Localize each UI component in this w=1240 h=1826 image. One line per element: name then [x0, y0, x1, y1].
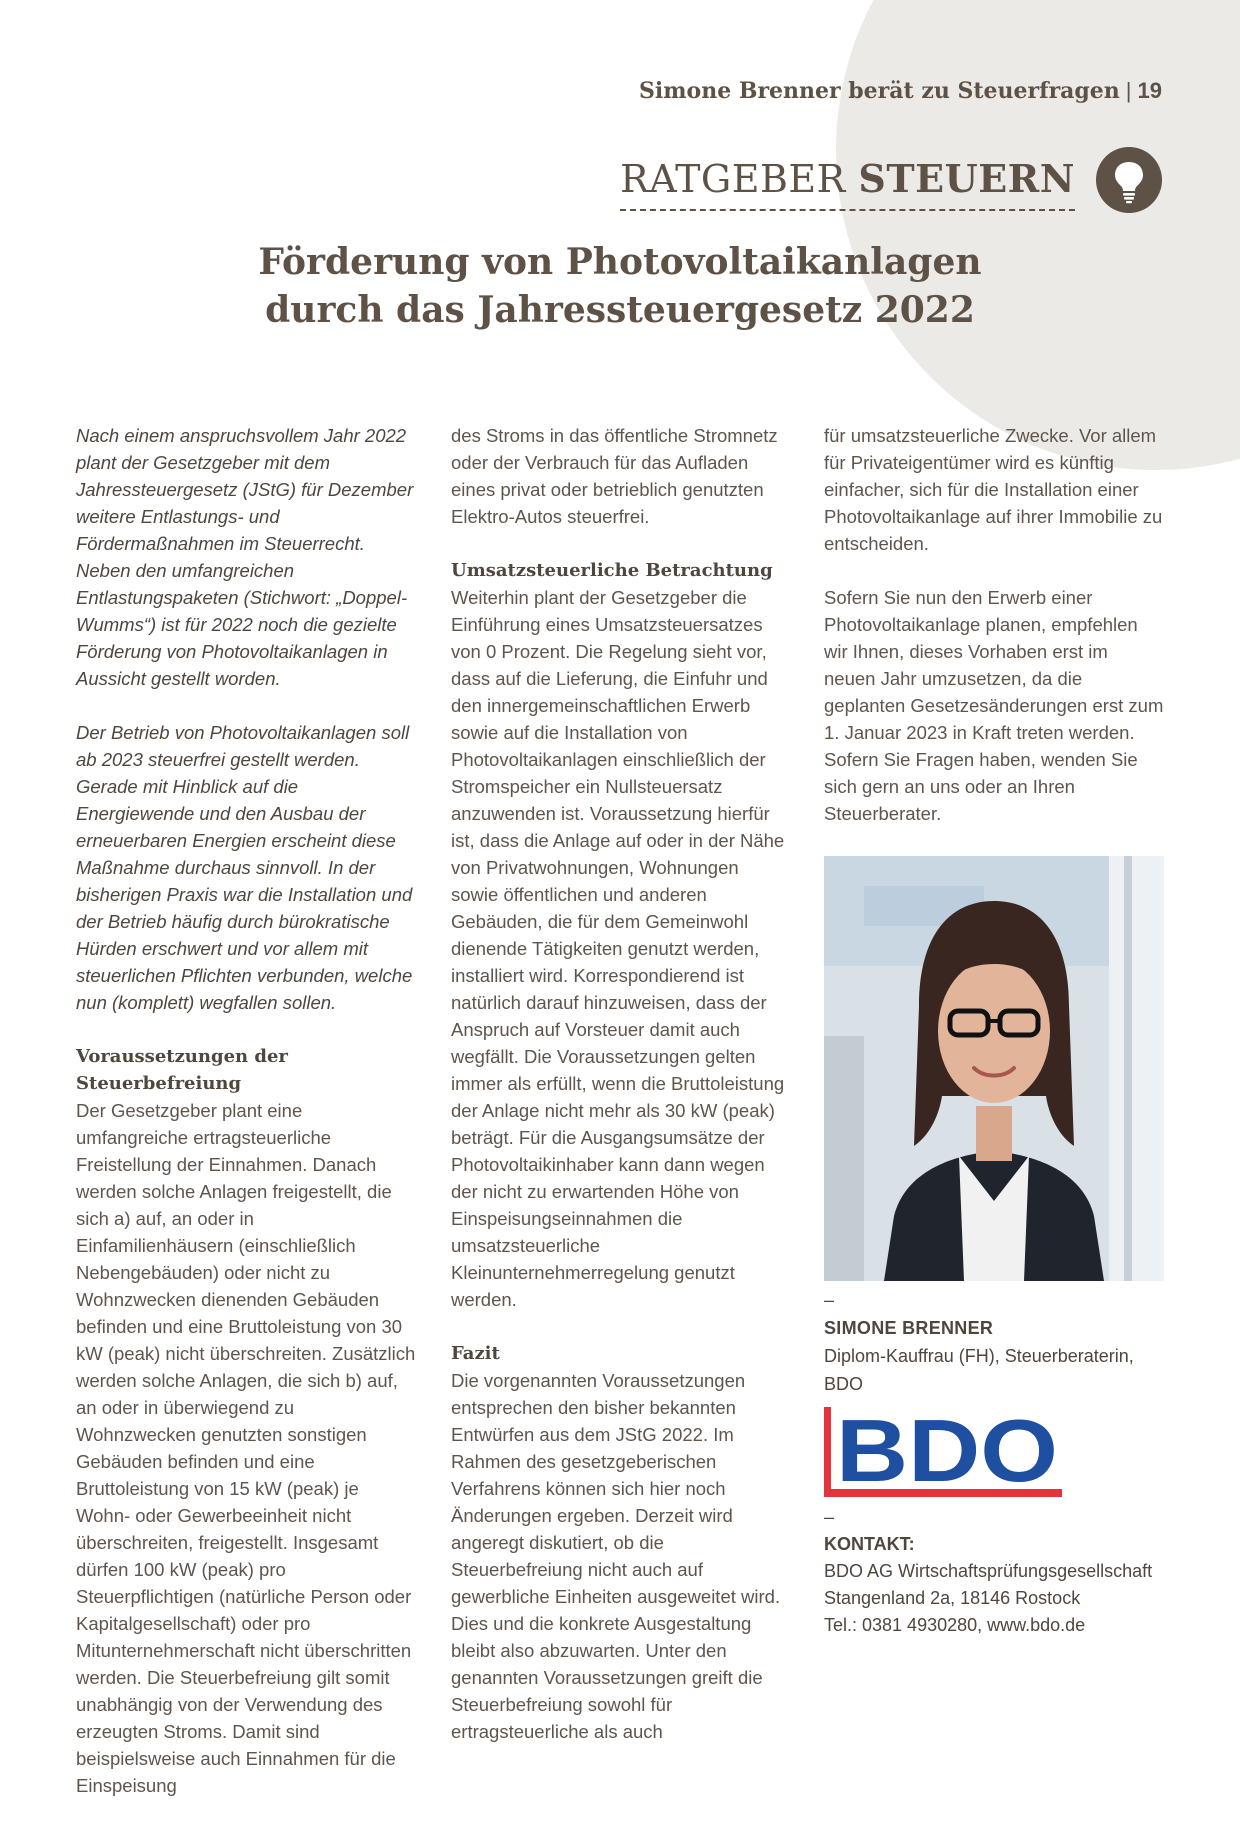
contact-block [824, 1503, 1164, 1639]
author-name: SIMONE BRENNER [824, 1318, 994, 1338]
lead-paragraph-1: Nach einem anspruchsvollem Jahr 2022 plant der Gesetzgeber mit dem Jahressteuergesetz (JStG) für Dezember weitere Entlastungs- und Fördermaßnahmen im Steuerrecht. Neben den umfangreichen Entlastungspaketen (Stichwort: „Doppel-Wumms“) ist für 2022 noch die gezielte Förderung von Photovoltaikanlagen in Aussicht gestellt worden. [76, 425, 414, 689]
header-separator: | [1125, 78, 1132, 103]
running-title: Simone Brenner berät zu Steuerfragen [639, 78, 1120, 104]
column-2 [451, 422, 791, 1772]
page-number: 19 [1137, 78, 1162, 103]
paragraph-steuerbefreiung-continued: des Stroms in das öffentliche Stromnetz oder der Verbrauch für das Aufladen eines privat oder betrieblich genutzten Elektro-Autos steuerfrei. [451, 425, 778, 527]
column-1 [76, 422, 416, 1826]
contact-company: BDO AG Wirtschaftsprüfungsgesellschaft [824, 1561, 1153, 1581]
paragraph-umsatzsteuer: Weiterhin plant der Gesetzgeber die Einführung eines Umsatzsteuersatzes von 0 Prozent. Die Regelung sieht vor, dass auf die Lieferung, die Einfuhr und den innergemeinschaftlichen Erwerb sowie auf die Installation von Photovoltaikanlagen einschließlich der Stromspeicher ein Nullsteuersatz anzuwenden ist. Voraussetzung hierfür ist, dass die Anlage auf oder in der Nähe von Privatwohnungen, Wohnungen sowie öffentlichen und anderen Gebäuden, die für dem Gemeinwohl dienende Tätigkeiten genutzt werden, installiert wird. Korrespondierend ist natürlich darauf hinzuweisen, dass der Anspruch auf Vorsteuer damit auch wegfällt. Die Voraussetzungen gelten immer als erfüllt, wenn die Bruttoleistung der Anlage nicht mehr als 30 kW (peak) beträgt. Für die Ausgangsumsätze der Photovoltaikinhaber kann dann wegen der nicht zu erwartenden Höhe von Einspeisungseinnahmen die umsatzsteuerliche Kleinunternehmerregelung genutzt werden. [451, 587, 785, 1310]
paragraph-recommendation: Sofern Sie nun den Erwerb einer Photovoltaikanlage planen, empfehlen wir Ihnen, dieses Vorhaben erst im neuen Jahr umzusetzen, da die geplanten Gesetzesänderungen erst zum 1. Januar 2023 in Kraft treten werden. Sofern Sie Fragen haben, wenden Sie sich gern an uns oder an Ihren Steuerberater. [824, 587, 1164, 824]
article-title [200, 238, 1040, 334]
author-profile [824, 1286, 1164, 1398]
column-3 [824, 422, 1164, 854]
title-line-2: durch das Jahressteuergesetz 2022 [265, 289, 975, 331]
bdo-logo [822, 1405, 1066, 1501]
contact-address: Stangenland 2a, 18146 Rostock [824, 1588, 1081, 1608]
paragraph-fazit: Die vorgenannten Voraussetzungen entsprechen den bisher bekannten Entwürfen aus dem JStG 2022. Im Rahmen des gesetzgeberischen Verfahrens können sich hier noch Änderungen ergeben. Derzeit wird angeregt diskutiert, ob die Steuerbefreiung nicht auch auf gewerbliche Einheiten ausgeweitet wird. Dies und die konkrete Ausgestaltung bleibt also abzuwarten. Unter den genannten Voraussetzungen greift die Steuerbefreiung sowohl für ertragsteuerliche als auch [451, 1370, 781, 1742]
subheading-umsatzsteuer: Umsatzsteuerliche Betrachtung [451, 560, 773, 581]
section-label-bold: STEUERN [858, 156, 1075, 201]
section-label [620, 155, 1075, 211]
paragraph-fazit-continued: für umsatzsteuerliche Zwecke. Vor allem für Privateigentümer wird es künftig einfacher, sich für die Installation einer Photovoltaikanlage auf ihrer Immobilie zu entscheiden. [824, 425, 1163, 554]
bdo-logo-text: BDO [836, 1405, 1058, 1500]
contact-phone-web: Tel.: 0381 4930280, www.bdo.de [824, 1615, 1086, 1635]
background-circle [836, 0, 1240, 470]
subheading-fazit: Fazit [451, 1343, 500, 1364]
lightbulb-icon [1096, 147, 1162, 213]
contact-dash: – [824, 1507, 835, 1527]
profile-dash: – [824, 1290, 835, 1310]
subheading-steuerbefreiung: Voraussetzungen der Steuerbefreiung [76, 1046, 288, 1094]
lead-paragraph-2: Der Betrieb von Photovoltaikanlagen soll ab 2023 steuerfrei gestellt werden. Gerade mit Hinblick auf die Energiewende und den Ausbau der erneuerbaren Energien erscheint diese Maßnahme durchaus sinnvoll. In der bisherigen Praxis war die Installation und der Betrieb häufig durch bürokratische Hürden erschwert und vor allem mit steuerlichen Pflichten verbunden, welche nun (komplett) wegfallen sollen. [76, 722, 413, 1013]
contact-label: KONTAKT: [824, 1534, 915, 1554]
section-label-light: RATGEBER [620, 157, 846, 201]
title-line-1: Förderung von Photovoltaikanlagen [258, 241, 982, 283]
running-header [639, 78, 1162, 104]
paragraph-steuerbefreiung: Der Gesetzgeber plant eine umfangreiche ertragsteuerliche Freistellung der Einnahmen. Danach werden solche Anlagen freigestellt, die sich a) auf, an oder in Einfamilienhäusern (einschließlich Nebengebäuden) oder nicht zu Wohnzwecken dienenden Gebäuden befinden und eine Bruttoleistung von 30 kW (peak) nicht überschreiten. Zusätzlich werden solche Anlagen, die sich b) auf, an oder in überwiegend zu Wohnzwecken genutzten sonstigen Gebäuden befinden und eine Bruttoleistung von 15 kW (peak) je Wohn- oder Gewerbeeinheit nicht überschreiten, freigestellt. Insgesamt dürfen 100 kW (peak) pro Steuerpflichtigen (natürliche Person oder Kapitalgesellschaft) oder pro Mitunternehmerschaft nicht überschritten werden. Die Steuerbefreiung gilt somit unabhängig von der Verwendung des erzeugten Stroms. Damit sind beispielsweise auch Einnahmen für die Einspeisung [76, 1100, 416, 1796]
author-role: Diplom-Kauffrau (FH), Steuerberaterin, BDO [824, 1346, 1134, 1394]
author-portrait [824, 856, 1164, 1281]
